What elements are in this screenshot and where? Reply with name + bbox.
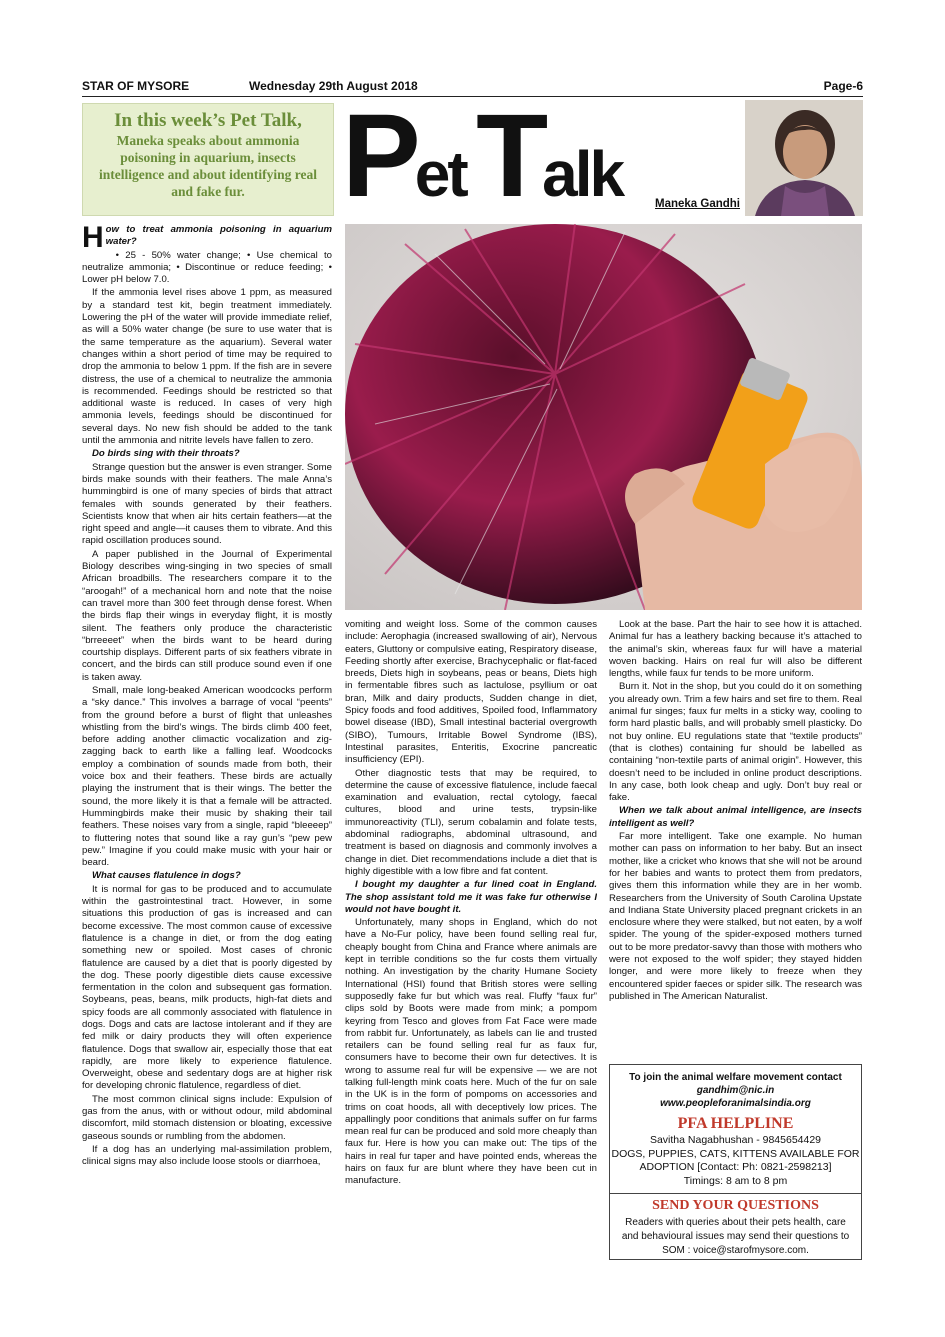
question-birds: Do birds sing with their throats? <box>92 448 240 460</box>
paragraph: Small, male long-beaked American woodcocks perform a “sky dance.” This involves a barrage of vocal “peents” from the ground before a burst of flight that unleashes whistling from the bird’s wings. The birds climb 400 feet, before adding another climactic vocalization and zig-zagging back to earth like a falling leaf. Woodcocks employ a combination of sounds made from both, their voice box and their feathers. These birds are actually playing the instrument that is their wings. The better the sound, the more likely it is that a female will be attracted. Hummingbirds make their music by shaking their tail feathers. These noises vary from a single, rapid “bleeeep” to fluttering notes that sound like a ray gun’s “pew pew pew.” Imagine if you could make music with your hair or beard. <box>82 684 332 869</box>
question-ammonia: ow to treat ammonia poisoning in aquarium water? <box>105 224 332 248</box>
contact-website[interactable]: www.peopleforanimalsindia.org <box>660 1098 811 1109</box>
section-title-alk: alk <box>542 138 623 210</box>
article-column-1 <box>82 224 332 1260</box>
paragraph: Unfortunately, many shops in England, which do not have a No-Fur policy, have been found selling real fur, cheaply bought from China and France where animals are kept in terrible conditions so the fur costs them virtually nothing. An investigation by the charity Humane Society International (HSI) found that British stores were selling supposedly fake fur but which was real. Fluffy “faux fur” clips sold by Boots were made from mink; a pompom keyring from Tesco and gloves from Fat Face were made from rabbit fur. Unfortunately, as labels can lie and trusted retailers can be found selling real fur as faux fur, consumers have to become their own fur detectives. It is wrong to assume real fur will be expensive — we are not talking full-length mink coats here. Much of the fur on sale in the UK is in the form of pompoms on accessories and trims on coat hoods, all with deceptively low prices. The appallingly poor conditions that animals suffer on fur farms mean real fur can be produced and sold more cheaply than faux fur. Here is how you can make out: The tips of the hairs in real fur taper and have pointed ends, whereas the hairs on faux fur are blunt where they have been cut in manufacture. <box>345 917 597 1187</box>
send-questions-title: SEND YOUR QUESTIONS <box>652 1198 819 1213</box>
helpline-contact: Savitha Nagabhushan - 9845654429 <box>649 1134 822 1146</box>
helpline-timings: Timings: 8 am to 8 pm <box>683 1174 788 1187</box>
question-fur-coat: I bought my daughter a fur lined coat in England. The shop assistant told me it was fake fur otherwise I would not have bought it. <box>345 879 597 915</box>
paragraph: Far more intelligent. Take one example. No human mother can pass on information to her baby. But an insect mother, like a cricket who knows that she will not be around for her babies and wants to protect them from predators, gives them this information while they are in her womb. Researchers from the University of South Carolina Upstate and Indiana State University placed pregnant crickets in an enclosure where they were stalked, but not eaten, by a wolf spider. The young of the spider-exposed mothers turned out to be more predator-savvy than those with mothers who were not exposed to the wolf spider; they stayed hidden longer, and were more likely to freeze when they encountered spider faeces or spider silk. The research was published in The American Naturalist. <box>609 831 862 1002</box>
promo-box <box>82 103 334 216</box>
section-title-et: et <box>414 138 466 210</box>
contact-email[interactable]: gandhim@nic.in <box>696 1085 775 1096</box>
page-number: Page-6 <box>823 79 863 93</box>
article-column-3 <box>609 619 862 1055</box>
promo-body: Maneka speaks about ammonia poisoning in aquarium, insects intelligence and about identifying real and fake fur. <box>98 133 317 199</box>
paragraph: A paper published in the Journal of Experimental Biology describes wing-singing in two species of small African broadbills. The researchers compare it to the “aroogah!” of a mechanical horn and note that the noise can travel more than 300 feet through dense forest. When the birds flap their wings in everyday flight, it is mostly silent. The feathers only produce the characteristic “brreeeet” when the birds want to be heard during courtship displays. Different parts of six feathers vibrate in concert, and the birds can still produce sound even if one is taken away. <box>82 548 332 683</box>
paragraph: If a dog has an underlying mal-assimilation problem, clinical signs may also include loose stools or diarrhoea, <box>82 1143 332 1168</box>
newspaper-name: STAR OF MYSORE <box>82 79 190 93</box>
article-column-2 <box>345 619 597 1261</box>
section-banner <box>336 90 744 222</box>
paragraph: Other diagnostic tests that may be required, to determine the cause of excessive flatulence, include faecal examination and evaluation, rectal cytology, faecal cultures, blood and urine tests, trypsin-like immunoreactivity (TLI), serum cobalamin and folate tests, abdominal radiographs, abdominal ultrasound, and treatment is based on diagnosis and commonly involves a change in diet. Diet recommendations include a diet that is highly digestible with a low fibre and fat content. <box>345 767 597 877</box>
fur-burning-illustration <box>345 224 862 610</box>
paragraph: • 25 - 50% water change; • Use chemical to neutralize ammonia; • Discontinue or reduce feeding; • Lower pH below 7.0. <box>82 249 332 286</box>
masthead <box>82 77 863 97</box>
paragraph: Burn it. Not in the shop, but you could do it on something you already own. Trim a few hairs and set fire to them. Real animal fur singes; faux fur melts in a sticky way, cooling to form hard plastic balls, and will probably smell plasticky. Do not buy online. EU regulations state that “textile products” (that is clothes) containing fur should be labelled as containing “non-textile parts of animal origin”. However, this doesn’t need to be included in online product descriptions. In any case, both look cheap and ugly. Don’t buy real or fake. <box>609 681 862 804</box>
send-questions-body: Readers with queries about their pets health, care and behavioural issues may send their questions to SOM : voice@starofmysore.com. <box>621 1217 850 1256</box>
drop-cap: H <box>82 224 104 254</box>
paragraph: The most common clinical signs include: Expulsion of gas from the anus, with or without odour, mild abdominal discomfort, mild stomach distension or bloating, excessive gaseous sounds or rumbling from the abdomen. <box>82 1093 332 1142</box>
paragraph: If the ammonia level rises above 1 ppm, as measured by a standard test kit, begin treatment immediately. Lowering the pH of the water will provide immediate relief, as will a 50% water change (be sure to use water that is the same temperature as the aquarium). Several water changes within a short period of time may be required to drop the ammonia to below 1 ppm. If the fish are in severe distress, the use of a chemical to neutralize the ammonia is recommended. Feedings should be restricted so that additional waste is reduced. In cases of very high ammonia levels, feedings should be discontinued for several days. No new fish should be added to the tank until the ammonia and nitrite levels have fallen to zero. <box>82 287 332 447</box>
paragraph: Strange question but the answer is even stranger. Some birds make sounds with their feathers. The male Anna’s hummingbird is one of many species of birds that attract females with sounds generated by their feathers. Scientists know that when air hits certain feathers—at the right speed and angle—it causes them to vibrate. And this rapid oscillation produces sound. <box>82 461 332 547</box>
box-divider <box>610 1193 861 1194</box>
adoption-notice: DOGS, PUPPIES, CATS, KITTENS AVAILABLE FOR ADOPTION [Contact: Ph: 0821-2598213] <box>611 1147 860 1173</box>
paragraph: Look at the base. Part the hair to see how it is attached. Animal fur has a leathery backing because it’s attached to the animal’s skin, whereas faux fur will have a material woven backing. Hairs on real fur will also be different lengths, while faux fur tends to be more uniform. <box>609 619 862 680</box>
section-title-p: P <box>342 90 415 222</box>
helpline-title: PFA HELPLINE <box>677 1115 794 1132</box>
author-byline: Maneka Gandhi <box>655 198 740 210</box>
issue-date: Wednesday 29th August 2018 <box>249 79 418 93</box>
contact-intro: To join the animal welfare movement contact <box>629 1072 842 1083</box>
fur-lighter-photo <box>345 224 862 610</box>
section-title-t: T <box>476 90 543 222</box>
author-portrait-illustration <box>745 100 863 216</box>
question-insects: When we talk about animal intelligence, are insects intelligent as well? <box>609 805 862 829</box>
promo-title: In this week’s Pet Talk, <box>114 110 302 131</box>
contact-box <box>609 1064 862 1260</box>
paragraph: vomiting and weight loss. Some of the common causes include: Aerophagia (increased swallowing of air), Nervous eaters, Gluttony or compulsive eating, Respiratory disease, Feeding shortly after exercise, Brachycephalic or flat-faced breeds, Diets high in soybeans, peas or beans, Diets high in fermentable fibres such as lactulose, psyllium or oat bran, Milk and dairy products, Sudden change in diet, Spicy foods and food additives, Spoiled food, Inflammatory bowel disease (IBD), Small intestinal bacterial overgrowth (SIBO), Tumours, Irritable Bowel Syndrome (IBS), Intestinal parasites, Enteritis, Exocrine pancreatic insufficiency (EPI). <box>345 619 597 766</box>
question-flatulence: What causes flatulence in dogs? <box>92 870 241 882</box>
section-title <box>342 90 623 222</box>
paragraph: It is normal for gas to be produced and to accumulate within the gastrointestinal tract. However, in some situations this production of gas is increased and can become excessive. The most common cause of excessive flatulence is a change in diet, or from the dog eating something new or spoiled. Most cases of chronic flatulence are caused by a diet that is poorly digested by the dog. These poorly digestible diets cause excessive fermentation in the colon and subsequent gas formation. Soybeans, peas, beans, milk products, high-fat diets and spicy foods are all commonly associated with flatulence in dogs. Dogs and cats are lactose intolerant and if they are fed milk or dairy products they will often experience flatulence. Dogs that swallow air, especially those that eat rapidly, are more likely to experience flatulence. Overweight, obese and sedentary dogs are at higher risk for developing chronic flatulence, regardless of diet. <box>82 883 332 1092</box>
author-photo <box>745 100 863 216</box>
